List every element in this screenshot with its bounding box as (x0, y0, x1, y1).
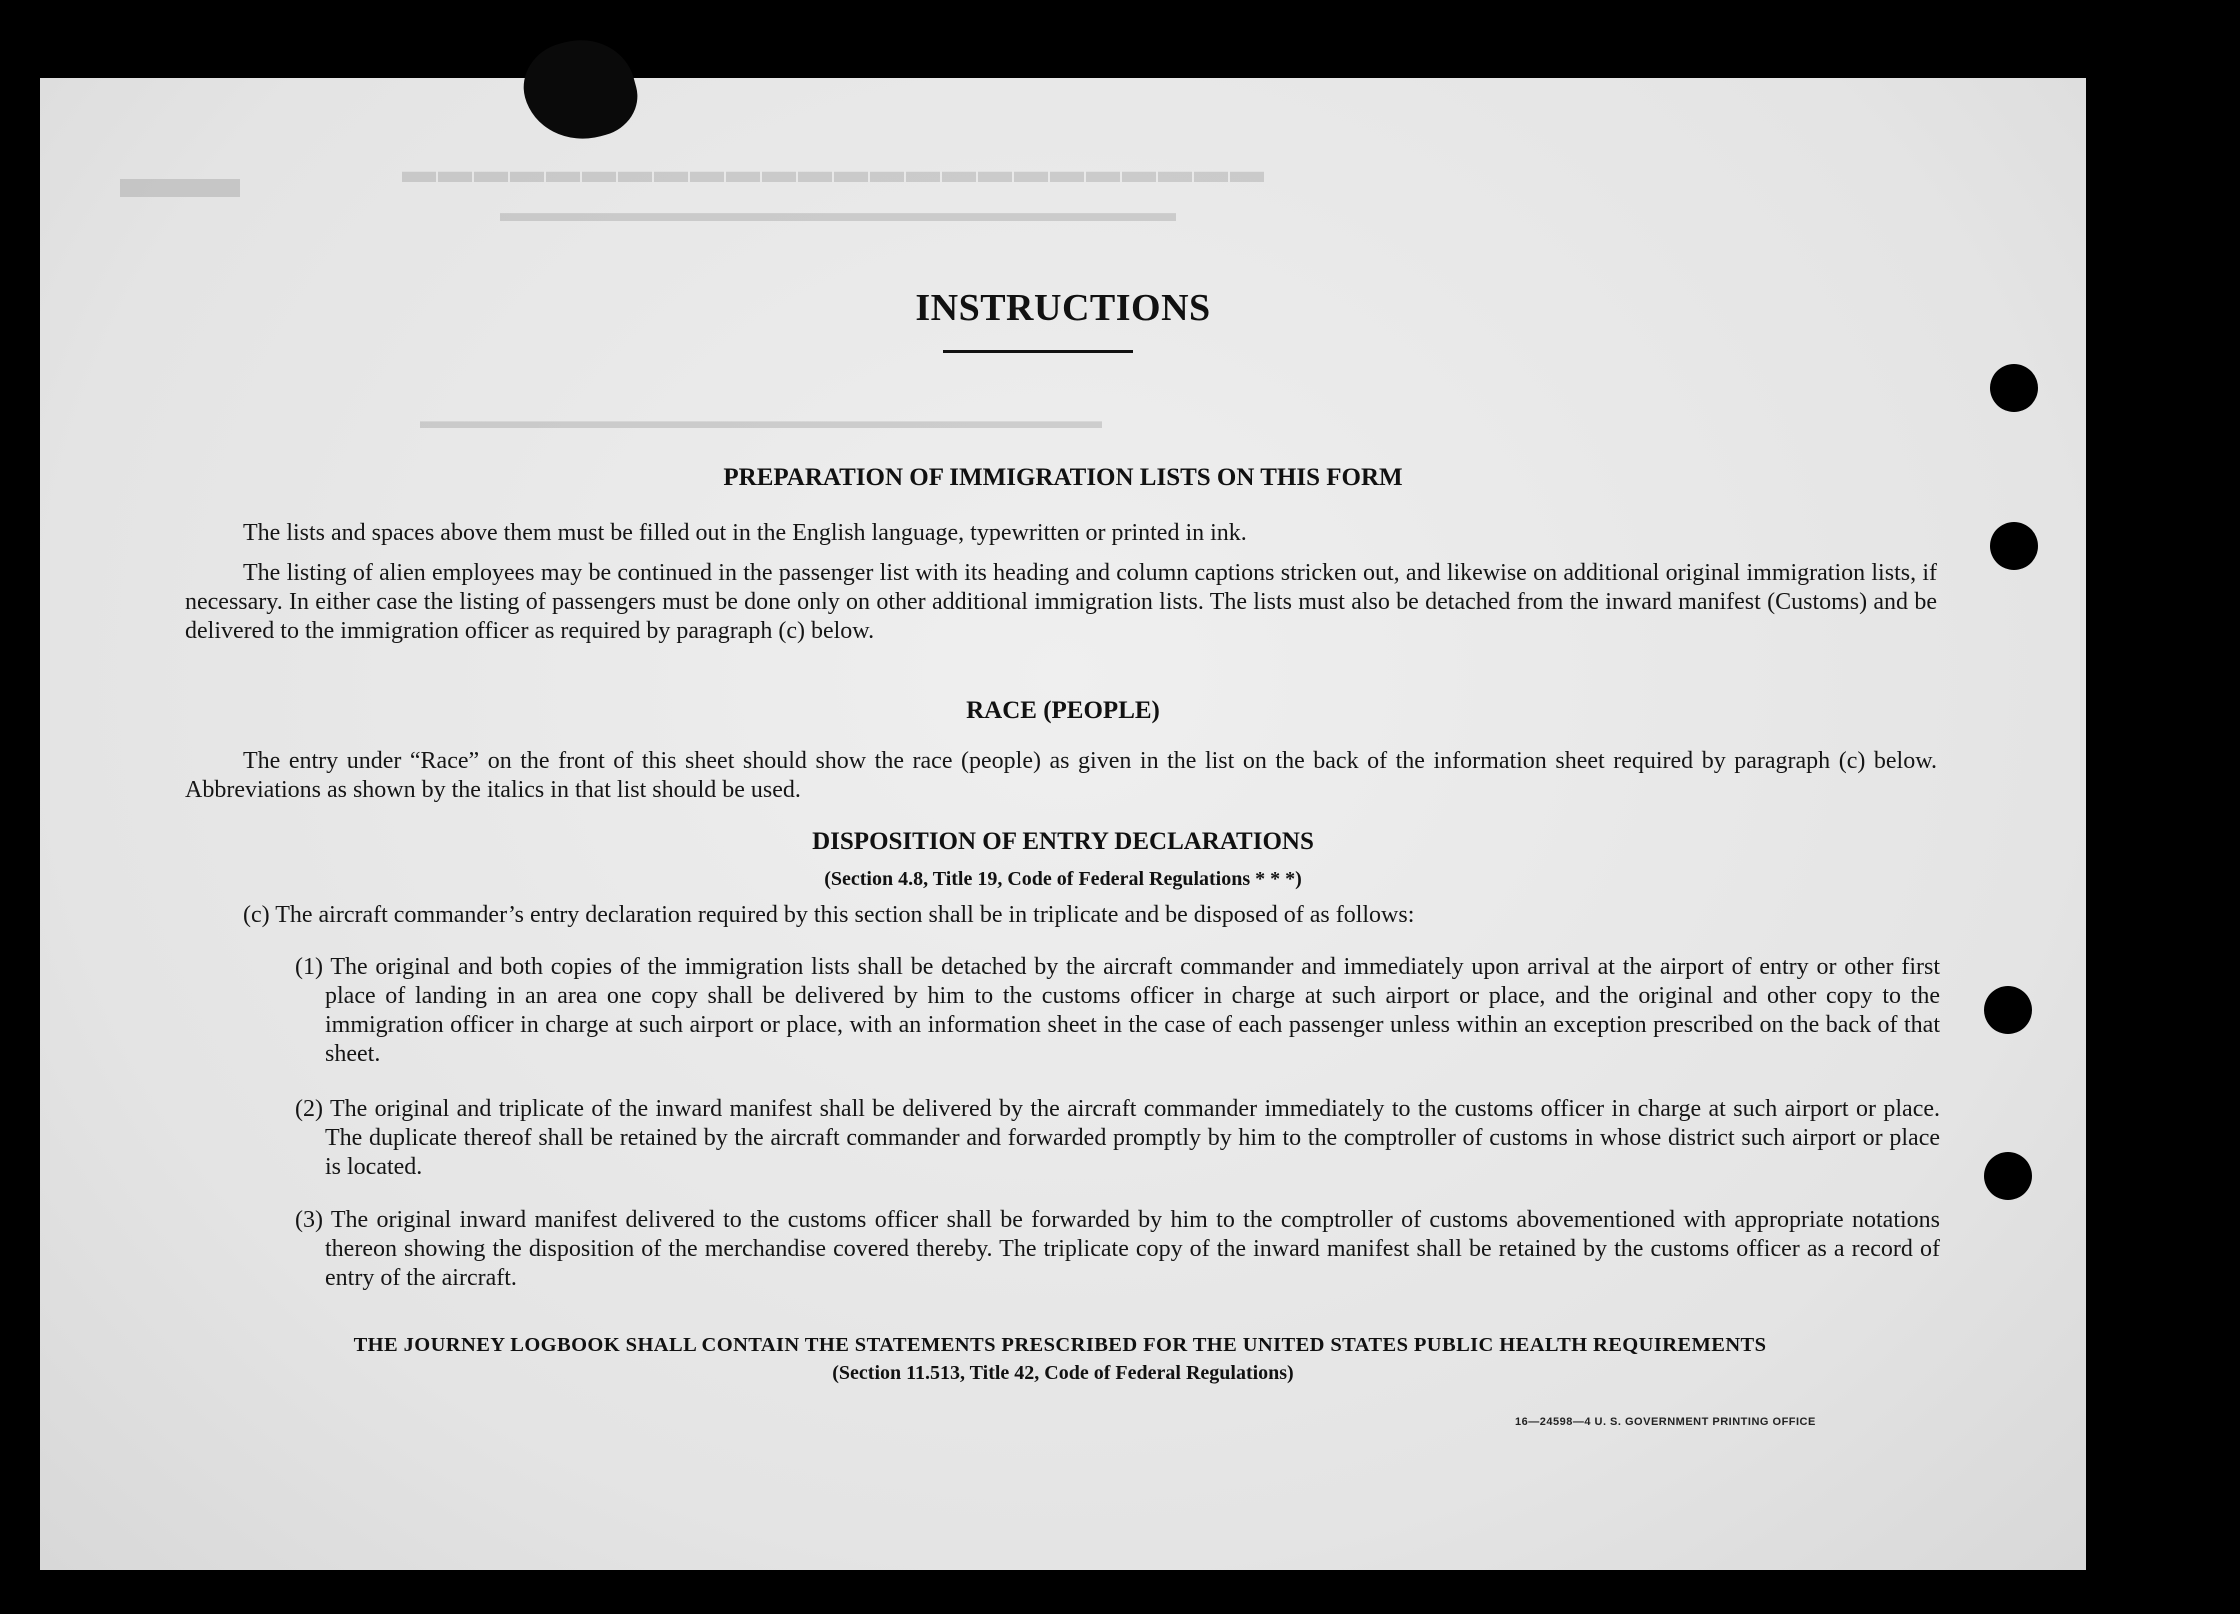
section-heading-race: RACE (PEOPLE) (966, 697, 1160, 724)
disposition-item-1: (1) The original and both copies of the immigration lists shall be detached by the aircraft commander and immediately upon arrival at the airport of entry or other first place of landing in an area one copy shall be delivered by him to the customs officer in charge at such airport or place, and the original and other copy to the immigration officer in charge at such airport or place, with an information sheet in the case of each passenger unless within an exception prescribed on the back of that sheet. (295, 954, 1940, 1067)
preparation-paragraph-1: The lists and spaces above them must be filled out in the English language, typewritten or printed in ink. (243, 520, 1247, 546)
public-health-citation: (Section 11.513, Title 42, Code of Federal Regulations) (832, 1362, 1294, 1384)
section-heading-preparation: PREPARATION OF IMMIGRATION LISTS ON THIS FORM (723, 464, 1403, 491)
document-sheet (40, 78, 2086, 1570)
disposition-intro: (c) The aircraft commander’s entry declaration required by this section shall be in triplicate and be disposed of as follows: (243, 902, 1415, 928)
public-health-statement: THE JOURNEY LOGBOOK SHALL CONTAIN THE STATEMENTS PRESCRIBED FOR THE UNITED STATES PUBLIC HEALTH REQUIREMENTS (353, 1334, 1767, 1356)
disposition-citation: (Section 4.8, Title 19, Code of Federal Regulations * * *) (824, 868, 1302, 890)
printer-mark: 16—24598—4 U. S. GOVERNMENT PRINTING OFFICE (1515, 1416, 1816, 1428)
binder-hole (1984, 986, 2032, 1034)
binder-hole (1984, 1152, 2032, 1200)
disposition-item-2: (2) The original and triplicate of the inward manifest shall be delivered by the aircraft commander immediately to the customs officer in charge at such airport or place. The duplicate thereof shall be retained by the aircraft commander and forwarded promptly by him to the comptroller of customs in whose district such airport or place is located. (295, 1096, 1940, 1180)
show-through-texture: ▬▬▬▬▬▬▬▬▬▬▬▬▬▬▬▬▬▬▬▬▬▬▬▬ ▬▬▬▬▬▬▬▬▬▬▬▬▬▬▬▬▬▬▬▬▬▬▬▬▬▬ ▬▬ ▬▬▬▬▬▬▬▬▬▬▬▬▬▬▬▬▬▬▬▬▬▬▬▬▬▬▬▬▬▬▬ (120, 144, 1264, 433)
race-paragraph: The entry under “Race” on the front of this sheet should show the race (people) as given in the list on the back of the information sheet required by paragraph (c) below. Abbreviations as shown by the italics in that list should be used. (185, 748, 1937, 803)
title-underline (943, 350, 1133, 353)
disposition-item-3: (3) The original inward manifest delivered to the customs officer shall be forwarded by him to the comptroller of customs abovementioned with appropriate notations thereon showing the disposition of the merchandise covered thereby. The triplicate copy of the inward manifest shall be retained by the customs officer as a record of entry of the aircraft. (295, 1207, 1940, 1291)
page-title: INSTRUCTIONS (915, 287, 1211, 329)
preparation-paragraph-2: The listing of alien employees may be continued in the passenger list with its heading and column captions stricken out, and likewise on additional original immigration lists, if necessary. In either case the listing of passengers must be done only on other additional immigration lists. The lists must also be detached from the inward manifest (Customs) and be delivered to the immigration officer as required by paragraph (c) below. (185, 560, 1937, 644)
binder-hole (1990, 364, 2038, 412)
section-heading-disposition: DISPOSITION OF ENTRY DECLARATIONS (812, 828, 1314, 855)
binder-hole (1990, 522, 2038, 570)
